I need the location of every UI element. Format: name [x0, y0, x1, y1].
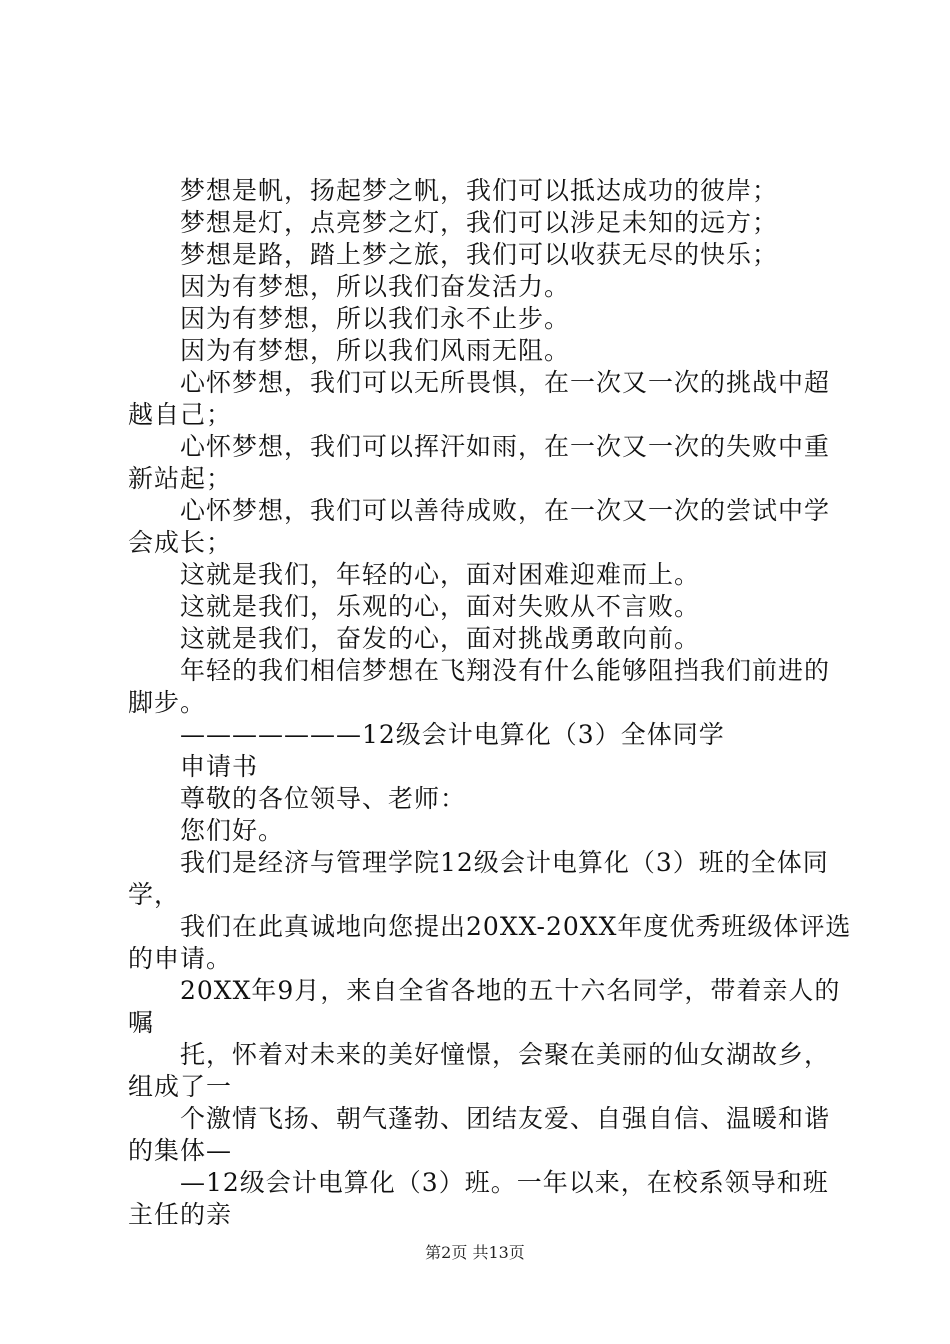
signature-line: ———————12级会计电算化（3）全体同学 — [180, 720, 725, 749]
text-line: 的申请。 — [128, 944, 233, 973]
salutation: 尊敬的各位领导、老师： — [180, 784, 467, 813]
text-line: 组成了一 — [128, 1072, 233, 1101]
text-line: 因为有梦想，所以我们永不止步。 — [180, 304, 571, 333]
text-line: 嘱 — [128, 1008, 155, 1037]
text-line: 我们在此真诚地向您提出20XX-20XX年度优秀班级体评选 — [180, 912, 852, 941]
text-line: 脚步。 — [128, 688, 207, 717]
text-line: 心怀梦想，我们可以挥汗如雨，在一次又一次的失败中重 — [180, 432, 831, 461]
page-number-footer: 第2页 共13页 — [425, 1243, 525, 1262]
text-line: 学， — [128, 880, 181, 909]
text-line: 梦想是路，踏上梦之旅，我们可以收获无尽的快乐； — [180, 240, 779, 269]
text-line: 因为有梦想，所以我们风雨无阻。 — [180, 336, 571, 365]
text-line: 心怀梦想，我们可以善待成败，在一次又一次的尝试中学 — [180, 496, 831, 525]
greeting: 您们好。 — [180, 816, 285, 845]
text-line: 个激情飞扬、朝气蓬勃、团结友爱、自强自信、温暖和谐 — [180, 1104, 831, 1133]
text-line: 年轻的我们相信梦想在飞翔没有什么能够阻挡我们前进的 — [180, 656, 831, 685]
text-line: 这就是我们，乐观的心，面对失败从不言败。 — [180, 592, 701, 621]
text-line: 心怀梦想，我们可以无所畏惧，在一次又一次的挑战中超 — [180, 368, 831, 397]
text-line: 主任的亲 — [128, 1200, 233, 1229]
text-line: 新站起； — [128, 464, 233, 493]
text-line: 托，怀着对未来的美好憧憬，会聚在美丽的仙女湖故乡， — [180, 1040, 831, 1069]
section-title: 申请书 — [180, 752, 259, 781]
text-line: 我们是经济与管理学院12级会计电算化（3）班的全体同 — [180, 848, 829, 877]
text-line: 越自己； — [128, 400, 233, 429]
text-line: 20XX年9月，来自全省各地的五十六名同学，带着亲人的 — [180, 976, 841, 1005]
text-line: 这就是我们，奋发的心，面对挑战勇敢向前。 — [180, 624, 701, 653]
text-line: 梦想是帆，扬起梦之帆，我们可以抵达成功的彼岸； — [180, 176, 779, 205]
text-line: 的集体— — [128, 1136, 233, 1165]
text-line: 这就是我们，年轻的心，面对困难迎难而上。 — [180, 560, 701, 589]
text-line: —12级会计电算化（3）班。一年以来，在校系领导和班 — [180, 1168, 829, 1197]
text-line: 会成长； — [128, 528, 233, 557]
text-line: 因为有梦想，所以我们奋发活力。 — [180, 272, 571, 301]
text-line: 梦想是灯，点亮梦之灯，我们可以涉足未知的远方； — [180, 208, 779, 237]
